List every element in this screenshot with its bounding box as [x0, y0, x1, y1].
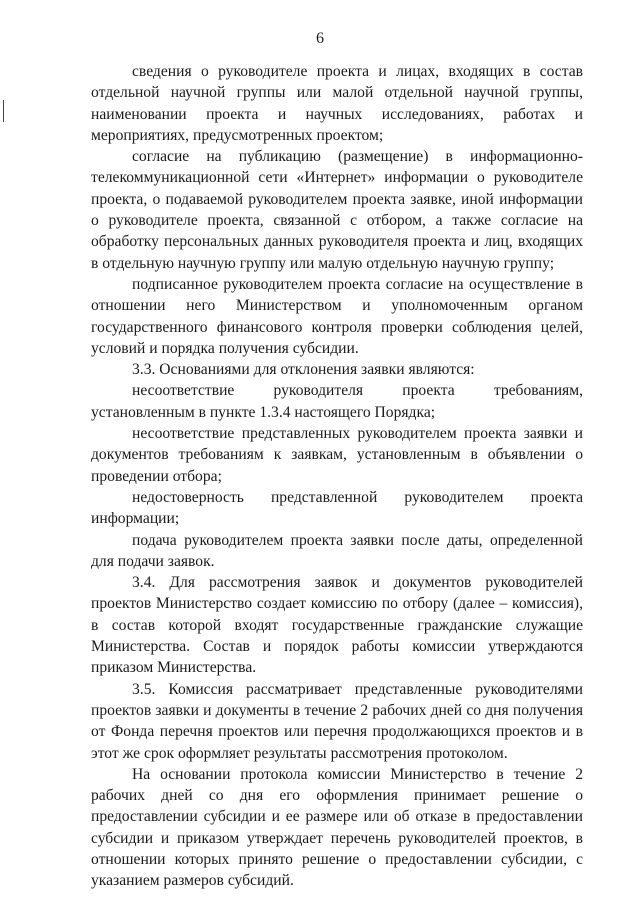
page-number: 6 — [316, 30, 324, 47]
paragraph: сведения о руководителе проекта и лицах, входящих в состав отдельной научной группы или малой отдельной научной группы, наименовании проекта и научных исследованиях, работах и мероприятиях, предусмотренных проектом; — [91, 63, 583, 144]
paragraph: несоответствие представленных руководителем проекта заявки и документов требованиям к заявкам, установленным в объявлении о проведении отбора; — [91, 425, 583, 485]
paragraph: недостоверность представленной руководителем проекта информации; — [91, 488, 583, 528]
paragraph: 3.3. Основаниями для отклонения заявки являются: — [132, 361, 475, 379]
paragraph: 3.4. Для рассмотрения заявок и документов руководителей проектов Министерство создает комиссию по отбору (далее – комиссия), в состав которой входят государственные гражданские служащие Министерства. Состав и порядок работы комиссии утверждаются приказом Министерства. — [91, 574, 583, 677]
document-body — [91, 61, 583, 892]
paragraph: На основании протокола комиссии Министерство в течение 2 рабочих дней со дня его оформления принимает решение о предоставлении субсидии и ее размере или об отказе в предоставлении субсидии и приказом утверждает перечень руководителей проектов, в отношении которых принято решение о предоставлении субсидии, с указанием размеров субсидий. — [91, 765, 583, 890]
paragraph: несоответствие руководителя проекта требованиям, установленным в пункте 1.3.4 настоящего Порядка; — [91, 382, 583, 421]
paragraph: 3.5. Комиссия рассматривает представленные руководителями проектов заявки и документы в течение 2 рабочих дней со дня получения от Фонда перечня проектов или перечня продолжающихся проектов и в этот же срок оформляет результаты рассмотрения протоколом. — [91, 680, 583, 762]
paragraph: согласие на публикацию (размещение) в информационно-телекоммуникационной сети «Интернет» информации о руководителе проекта, о подаваемой руководителем проекта заявке, иной информации о руководителе проекта, связанной с отбором, а также согласие на обработку персональных данных руководителя проекта и лиц, входящих в отдельную научную группу или малую отдельную научную группу; — [91, 148, 583, 272]
paragraph: подача руководителем проекта заявки после даты, определенной для подачи заявок. — [91, 531, 583, 570]
paragraph: подписанное руководителем проекта согласие на осуществление в отношении него Министерством и уполномоченным органом государственного финансового контроля проверки соблюдения целей, условий и порядка получения субсидии. — [91, 275, 583, 357]
scan-artifact-mark — [3, 100, 4, 122]
